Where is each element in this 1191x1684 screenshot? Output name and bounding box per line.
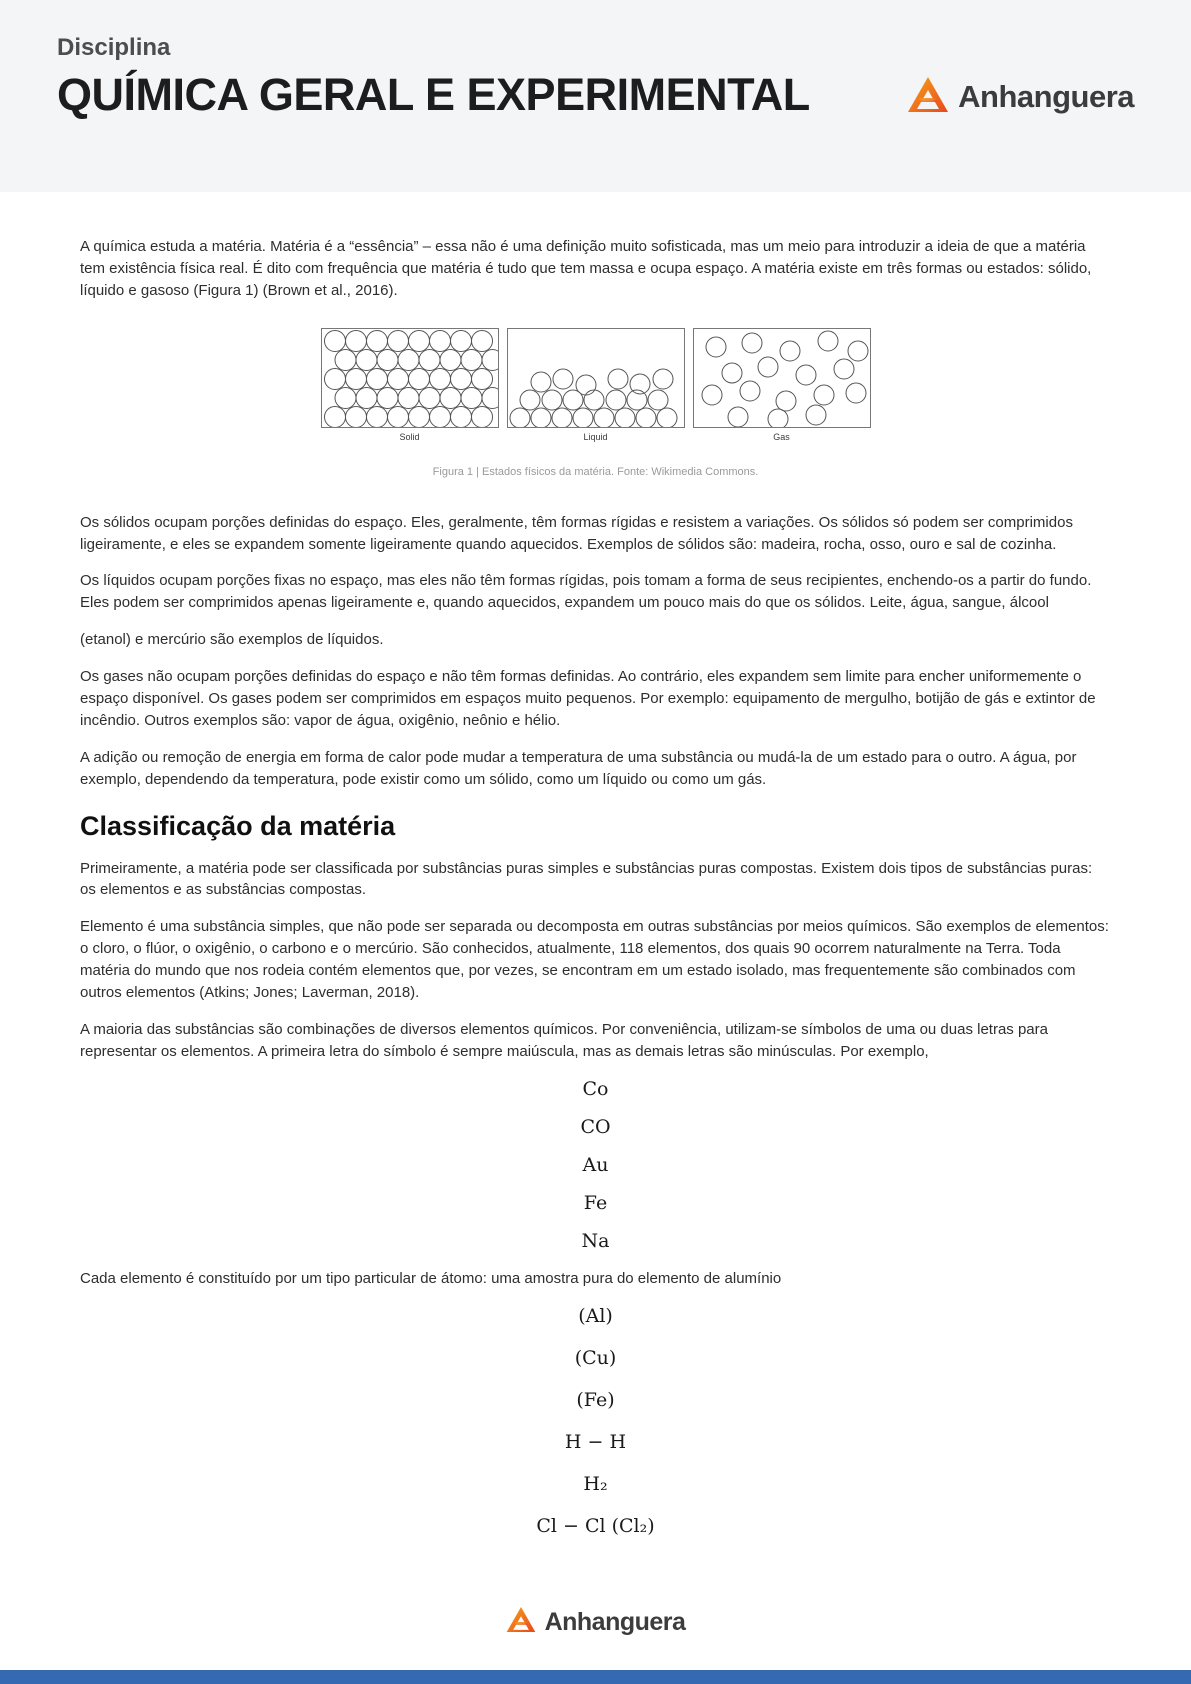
paragraph-classification: Primeiramente, a matéria pode ser classificada por substâncias puras simples e substâncias puras compostas. Existem dois tipos de substâncias puras: os elementos e as substâncias compostas.: [80, 859, 1093, 899]
footer-brand-logo: [506, 1606, 686, 1638]
chemical-formula: (Al): [578, 1304, 613, 1327]
paragraph-elements: Elemento é uma substância simples, que não pode ser separada ou decomposta em outras substâncias por meios químicos. São exemplos de elementos: o cloro, o flúor, o oxigênio, o carbono e o mercúrio. São conhecidos, atualmente, 118 elementos, dos quais 90 ocorrem naturalmente na Terra. Toda matéria do mundo que nos rodeia contém elementos que, por vezes, se encontram em um estado isolado, mas frequentemente são combinados com outros elementos (Atkins; Jones; Laverman, 2018).: [80, 918, 1109, 1002]
chemical-formula: (Fe): [576, 1388, 615, 1411]
section-heading-classificacao: Classificação da matéria: [80, 810, 396, 841]
discipline-label: Disciplina: [57, 34, 171, 61]
solid-panel: [321, 328, 499, 442]
element-symbols-block: [80, 1078, 1111, 1252]
main-content: [0, 192, 1191, 1537]
chemical-formula: Cl − Cl (Cl₂): [536, 1514, 655, 1537]
chemical-formula: H − H: [564, 1430, 627, 1453]
liquid-panel: [507, 328, 685, 442]
paragraph-energy: A adição ou remoção de energia em forma de calor pode mudar a temperatura de uma substância ou mudá-la de um estado para o outro. A água, por exemplo, dependendo da temperatura, pode existir como um sólido, como um líquido ou como um gás.: [80, 748, 1077, 788]
liquid-label: Liquid: [583, 431, 608, 442]
header: [0, 0, 1191, 192]
paragraph-intro: A química estuda a matéria. Matéria é a “essência” – essa não é uma definição muito sofisticada, mas um meio para introduzir a ideia de que a matéria tem existência física real. É dito com frequência que matéria é tudo que tem massa e ocupa espaço. A matéria existe em três formas ou estados: sólido, líquido e gasoso (Figura 1) (Brown et al., 2016).: [80, 238, 1092, 299]
paragraph-liquids-cont: (etanol) e mercúrio são exemplos de líquidos.: [80, 631, 384, 649]
element-symbol: Au: [582, 1153, 609, 1176]
element-symbol: Fe: [583, 1191, 608, 1214]
element-formulas-block: [80, 1305, 1111, 1537]
anhanguera-triangle-icon: [506, 1606, 536, 1638]
figure-caption: Figura 1 | Estados físicos da matéria. Fonte: Wikimedia Commons.: [432, 465, 759, 478]
paragraph-gases: Os gases não ocupam porções definidas do espaço e não têm formas definidas. Ao contrário, eles expandem sem limite para encher uniformemente o espaço disponível. Os gases podem ser comprimidos em espaços muito pequenos. Por exemplo: equipamento de mergulho, botijão de gás e extintor de incêndio. Outros exemplos são: vapor de água, oxigênio, neônio e hélio.: [80, 668, 1096, 729]
course-title: QUÍMICA GERAL E EXPERIMENTAL: [57, 69, 810, 120]
gas-label: Gas: [773, 431, 790, 442]
gas-panel: [693, 328, 871, 442]
footer-brand-name: Anhanguera: [544, 1607, 686, 1636]
liquid-illustration: [507, 328, 685, 428]
element-symbol: CO: [580, 1115, 611, 1138]
paragraph-symbols: A maioria das substâncias são combinações de diversos elementos químicos. Por conveniência, utilizam-se símbolos de uma ou duas letras para representar os elementos. A primeira letra do símbolo é sempre maiúscula, mas as demais letras são minúsculas. Por exemplo,: [80, 1020, 1048, 1060]
figure-panels: [80, 328, 1111, 442]
anhanguera-triangle-icon: [907, 76, 949, 118]
brand-logo: [907, 76, 1134, 118]
chemical-formula: H₂: [583, 1472, 608, 1495]
bottom-accent-bar: [0, 1670, 1191, 1684]
paragraph-solids: Os sólidos ocupam porções definidas do espaço. Eles, geralmente, têm formas rígidas e resistem a variações. Os sólidos só podem ser comprimidos ligeiramente, e eles se expandem somente ligeiramente quando aquecidos. Exemplos de sólidos são: madeira, rocha, osso, ouro e sal de cozinha.: [80, 513, 1073, 553]
element-symbol: Co: [582, 1077, 609, 1100]
footer: [0, 1606, 1191, 1638]
solid-label: Solid: [399, 431, 420, 442]
gas-illustration: [693, 328, 871, 428]
element-symbol: Na: [581, 1229, 610, 1252]
chemical-formula: (Cu): [574, 1346, 617, 1369]
paragraph-atoms: Cada elemento é constituído por um tipo particular de átomo: uma amostra pura do elemento de alumínio: [80, 1269, 782, 1287]
paragraph-liquids: Os líquidos ocupam porções fixas no espaço, mas eles não têm formas rígidas, pois tomam a forma de seus recipientes, enchendo-os a partir do fundo. Eles podem ser comprimidos apenas ligeiramente e, quando aquecidos, expandem um pouco mais do que os sólidos. Leite, água, sangue, álcool: [80, 572, 1092, 612]
header-text: [57, 34, 810, 120]
solid-illustration: [321, 328, 499, 428]
brand-name: Anhanguera: [958, 79, 1134, 114]
figure-states-of-matter: [80, 328, 1111, 478]
